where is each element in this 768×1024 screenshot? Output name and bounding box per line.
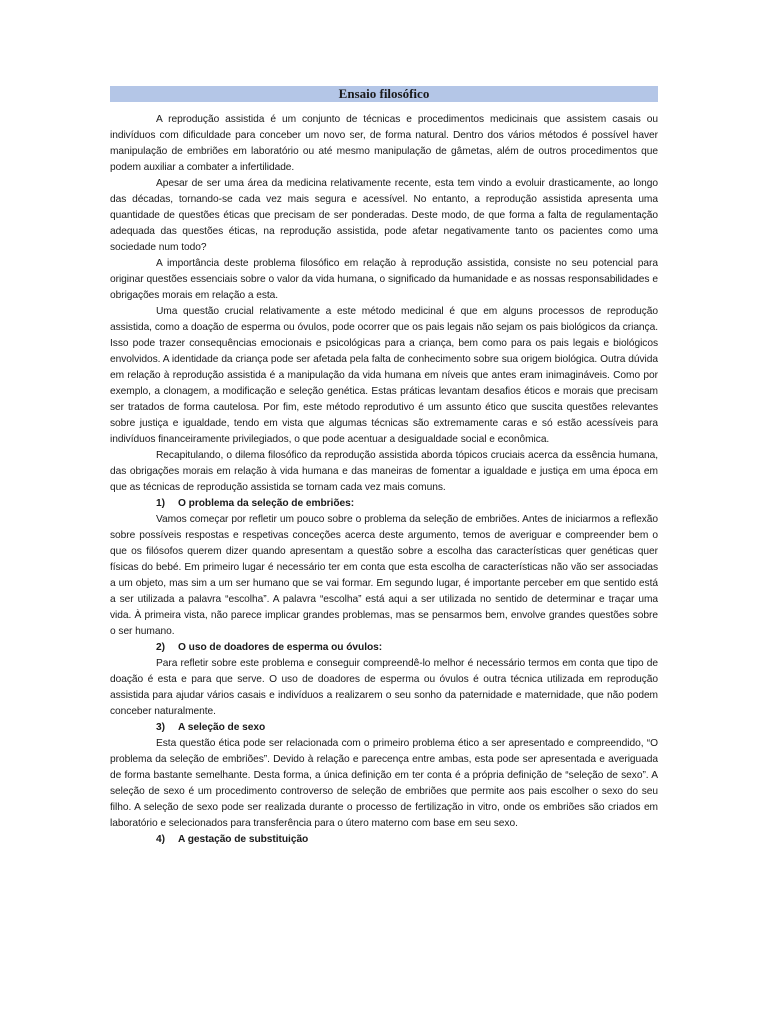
section-number: 1): [156, 498, 165, 509]
section-number: 2): [156, 642, 165, 653]
section-title: A gestação de substituição: [178, 834, 309, 845]
paragraph-crucial-question: Uma questão crucial relativamente a este método medicinal é que em alguns processos de reprodução assistida, como a doação de esperma ou óvulos, pode ocorrer que os pais legais não sejam os pais biológicos da criança. Isso pode trazer consequências emocionais e psicológicas para a criança, bem como para os pais legais e biológicos envolvidos. A identidade da criança pode ser afetada pela falta de conhecimento sobre sua origem biológica. Outra dúvida em relação à reprodução assistida é a manipulação da vida humana em níveis que antes eram inimagináveis. Como por exemplo, a clonagem, a modificação e seleção genética. Estas práticas levantam desafios éticos e morais que precisam ser tratados de forma cautelosa. Por fim, este método reprodutivo é um assunto ético que suscita questões relevantes sobre justiça e igualdade, tendo em vista que algumas técnicas são extremamente caras e só estão acessíveis para indivíduos financeiramente privilegiados, o que pode acentuar a desigualdade social e econômica.: [110, 306, 658, 445]
section-heading-4: [110, 832, 658, 848]
section-text-2: Para refletir sobre este problema e conseguir compreendê-lo melhor é necessário termos em conta que tipo de doação é esta e para que serve. O uso de doadores de esperma ou óvulos é outra técnica utilizada em reprodução assistida para ajudar vários casais e indivíduos a realizarem o seu sonho da paternidade e maternidade, que não podem conceber naturalmente.: [110, 658, 658, 717]
section-text-3: Esta questão ética pode ser relacionada com o primeiro problema ético a ser apresentado e compreendido, “O problema da seleção de embriões”. Devido à relação e parecença entre ambas, esta pode ser apresentada e averiguada de forma bastante semelhante. Desta forma, a única definição em ter conta é a própria definição de “seleção de sexo”. A seleção de sexo é um procedimento controverso de seleção de embriões que permite aos pais escolher o sexo do seu filho. A seleção de sexo pode ser realizada durante o processo de fertilização in vitro, onde os embriões são criados em laboratório e selecionados para transferência para o útero materno com base em seu sexo.: [110, 738, 658, 829]
document-body: [110, 112, 658, 848]
paragraph-importance: A importância deste problema filosófico em relação à reprodução assistida, consiste no seu potencial para originar questões essenciais sobre o valor da vida humana, o significado da humanidade e as nossas responsabilidades e obrigações morais em relação a esta.: [110, 258, 658, 301]
section-number: 4): [156, 834, 165, 845]
paragraph-recap: Recapitulando, o dilema filosófico da reprodução assistida aborda tópicos cruciais acerca da essência humana, das obrigações morais em relação à vida humana e das maneiras de fomentar a igualdade e justiça em uma época em que as técnicas de reprodução assistida se tornam cada vez mais comuns.: [110, 450, 658, 493]
section-title: O problema da seleção de embriões:: [178, 498, 355, 509]
section-title: O uso de doadores de esperma ou óvulos:: [178, 642, 383, 653]
section-text-1: Vamos começar por refletir um pouco sobre o problema da seleção de embriões. Antes de iniciarmos a reflexão sobre possíveis respostas e respetivas conceções acerca deste argumento, temos de averiguar e compreender bem o que os filósofos querem dizer quando apresentam a questão sobre a escolha das características quer genéticas quer físicas do bebé. Em primeiro lugar é necessário ter em conta que esta escolha de características não vão ser associadas a um objeto, mas sim a um ser humano que se vai formar. Em segundo lugar, é importante perceber em que sentido está a ser utilizada a palavra “escolha”. A palavra “escolha” está aqui a ser utilizada no sentido de determinar e traçar uma vida. À primeira vista, não parece implicar grandes problemas, mas se pensarmos bem, envolve grandes questões sobre o ser humano.: [110, 514, 658, 637]
section-title: A seleção de sexo: [178, 722, 266, 733]
section-heading-2: [110, 640, 658, 656]
section-number: 3): [156, 722, 165, 733]
section-heading-3: [110, 720, 658, 736]
document-page: [110, 86, 658, 848]
document-title: Ensaio filosófico: [110, 86, 658, 102]
paragraph-intro: A reprodução assistida é um conjunto de técnicas e procedimentos medicinais que assistem casais ou indivíduos com dificuldade para conceber um novo ser, de forma natural. Dentro dos vários métodos é possível haver manipulação de embriões em laboratório ou até mesmo manipulação de gâmetas, além de outros procedimentos que podem auxiliar a combater a infertilidade.: [110, 114, 658, 173]
section-heading-1: [110, 496, 658, 512]
paragraph-problem: Apesar de ser uma área da medicina relativamente recente, esta tem vindo a evoluir drasticamente, ao longo das décadas, tornando-se cada vez mais segura e acessível. No entanto, a reprodução assistida apresenta uma quantidade de questões éticas que precisam de ser ponderadas. Deste modo, de que forma a falta de regulamentação adequada das questões éticas, na reprodução assistida, pode afetar negativamente tanto os pacientes como uma sociedade num todo?: [110, 178, 658, 253]
